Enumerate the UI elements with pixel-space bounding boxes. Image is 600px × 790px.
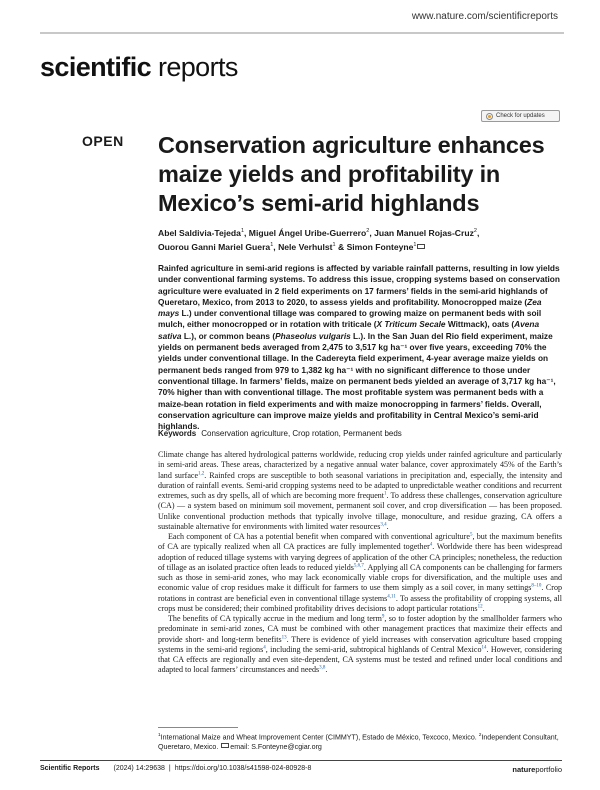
body-paragraph xyxy=(158,450,562,532)
species-name: Zea mays xyxy=(158,296,542,319)
author-name[interactable]: Miguel Ángel Uribe-Guerrero xyxy=(248,227,367,238)
body-text: . xyxy=(482,603,485,613)
journal-url[interactable]: www.nature.com/scientificreports xyxy=(411,11,558,22)
footer-doi-link[interactable]: https://doi.org/10.1038/s41598-024-80928-8 xyxy=(174,765,312,772)
author-separator: , xyxy=(369,227,375,238)
citation-link[interactable]: 4 xyxy=(263,645,266,651)
journal-logo[interactable] xyxy=(40,52,238,83)
article-body xyxy=(158,450,562,676)
author-separator: , xyxy=(476,227,480,238)
abstract xyxy=(158,263,560,432)
author-affiliation: 1 xyxy=(413,242,417,249)
author-affiliation: 1 xyxy=(270,242,274,249)
keywords-label: Keywords xyxy=(158,429,197,438)
affiliation-number: 1 xyxy=(158,733,161,738)
body-paragraph xyxy=(158,532,562,614)
publisher-light: portfolio xyxy=(535,765,562,774)
affiliation-text: Independent Consultant, Queretaro, Mexico. xyxy=(158,733,559,751)
body-text: , including the semi-arid, subtropical highlands of Central Mexico xyxy=(265,644,482,654)
author-name[interactable]: Nele Verhulst xyxy=(278,241,333,252)
author-affiliation: 2 xyxy=(366,228,370,234)
author-name[interactable]: Simon Fonteyne xyxy=(346,241,414,252)
body-text: . There is evidence of yield increases with conservation agriculture based cropping systems in the semi-arid regions xyxy=(158,634,562,654)
corresponding-email[interactable]: email: S.Fonteyne@cgiar.org xyxy=(230,742,322,751)
body-text: . xyxy=(386,521,389,531)
keywords xyxy=(158,429,560,438)
body-text: . xyxy=(325,665,328,675)
author-separator: , xyxy=(273,241,279,252)
abstract-text: L.). In the San Juan del Rio field experiment, maize yields on permanent beds averaged from 2,475 to 3,517 kg ha⁻¹ over five years, exceeding 70% the yields under conventional tillage. In the Cadereyta field experiment, 4-year average maize yields on permanent beds ranged from 979 to 1,382 kg ha⁻¹ with no significant difference to those under conventional tillage. In farmers’ fields, maize on permanent beds yielded an average of 3,717 kg ha⁻¹, 70% higher than with conventional tillage. The most profitable system was permanent beds with a maize-bean rotation in field experiments and with maize monocropping in farmers’ fields. Overall, conservation agriculture can improve maize yields and profitability in Central Mexico’s semi-arid highlands. xyxy=(158,330,556,432)
body-text: Climate change has altered hydrological patterns worldwide, reducing crop yields under rainfed agriculture and particularly in semi-arid areas. These areas, characterized by a negative annual water balance, cover approximately 45% of the Earth’s land surface xyxy=(158,450,562,480)
keywords-text: Conservation agriculture, Crop rotation, Permanent beds xyxy=(201,429,402,438)
logo-bold: scientific xyxy=(40,52,152,82)
check-for-updates-label: Check for updates xyxy=(496,113,545,119)
publisher-logo xyxy=(512,765,562,774)
affiliations-footnote xyxy=(158,731,562,752)
body-text: The benefits of CA typically accrue in the medium and long term xyxy=(168,614,382,623)
citation-link[interactable]: 1 xyxy=(384,491,387,497)
citation-link[interactable]: 4,11 xyxy=(387,593,396,599)
abstract-text: Wittmack), oats ( xyxy=(445,319,515,330)
citation-link[interactable]: 9 xyxy=(381,614,385,620)
citation-link[interactable]: 1,2 xyxy=(198,470,205,476)
author-name[interactable]: Juan Manuel Rojas-Cruz xyxy=(374,227,474,238)
body-text: . Rainfed crops are susceptible to both seasonal variations in precipitation and, especially, the intensity and duration of rainfall events. Semi-arid cropping systems need to be adapted to unpredictable weather conditions and recurrent extremes, such as dry spells, all of which are becoming more frequent xyxy=(158,470,562,500)
update-badge-icon xyxy=(486,113,493,120)
author-list xyxy=(158,225,558,253)
affiliation-number: 2 xyxy=(478,733,482,738)
footer-citation: (2024) 14:29638 xyxy=(113,765,165,772)
footer-separator: | xyxy=(168,765,171,772)
affiliation-text: International Maize and Wheat Improvement Center (CIMMYT), Estado de México, Texcoco, Mexico. xyxy=(160,733,479,742)
author-affiliation: 1 xyxy=(332,242,336,249)
abstract-text: L.) under conventional tillage was compared to growing maize on permanent beds with soil mulch, either monocropped or in rotation with triticale ( xyxy=(158,308,542,330)
citation-link[interactable]: 14 xyxy=(481,645,487,651)
body-text: . Worldwide there has been widespread adoption of reduced tillage systems with varying degrees of application of the other CA principles; nonetheless, the reduction of tillage as an isolated practice often leads to reduced yields xyxy=(158,542,562,572)
citation-link[interactable]: 5,6,7 xyxy=(353,563,364,569)
species-name: Phaseolus vulgaris xyxy=(275,330,351,341)
species-name: Avena sativa xyxy=(158,319,540,341)
author-affiliation: 1 xyxy=(240,228,245,234)
author-separator: , xyxy=(244,227,249,238)
abstract-text: Rainfed agriculture in semi-arid regions is affected by variable rainfall patterns, resulting in low yields under conventional farming systems. To address this issue, cropping systems based on conservation agriculture were evaluated in 2 field experiments on 17 farmers’ fields in the semi-arid highlands of Queretaro, Mexico, from 2013 to 2020, to assess yields and profitability. Monocropped maize ( xyxy=(158,263,560,307)
citation-link[interactable]: 12 xyxy=(477,604,483,610)
body-text: , but the maximum benefits of CA are typically realized when all CA practices are fully implemented together xyxy=(158,532,562,552)
abstract-text: L.), or common beans ( xyxy=(181,330,276,341)
page-footer xyxy=(40,765,562,774)
logo-light: reports xyxy=(151,52,238,82)
citation-link[interactable]: 8–10 xyxy=(531,583,542,589)
author-name[interactable]: Ouorou Ganni Mariel Guera xyxy=(158,241,271,252)
body-text: . To assess the profitability of cropping systems, all crops must be considered; their combined profitability drives decisions to adopt particular rotations xyxy=(158,593,562,613)
body-text: , so to foster adoption by the smallholder farmers who predominate in semi-arid zones, CA must be combined with other management practices that maximize their effects and provide short- and long-term benefits xyxy=(158,614,563,644)
citation-link[interactable]: 3,8 xyxy=(319,665,326,671)
author-separator: & xyxy=(335,241,347,252)
email-icon[interactable] xyxy=(417,244,425,249)
citation-link[interactable]: 4 xyxy=(429,542,433,548)
footnote-rule xyxy=(158,727,238,728)
article-title: Conservation agriculture enhances maize yields and profitability in Mexico’s semi-arid highlands xyxy=(158,132,545,216)
citation-link[interactable]: 3,4 xyxy=(380,522,387,528)
body-text: . Crop rotations in contrast are beneficial even in conventional tillage systems xyxy=(158,583,563,603)
footer-rule xyxy=(40,760,562,761)
body-text: . However, considering that CA effects are regionally and even site-dependent, CA systems must be tested and refined under local conditions and adapted to local farmers’ circumstances and needs xyxy=(158,644,562,675)
header-rule xyxy=(40,32,564,34)
body-text: Each component of CA has a potential benefit when compared with conventional agriculture xyxy=(168,532,470,541)
footer-journal: Scientific Reports xyxy=(40,765,100,772)
author-name[interactable]: Abel Saldivia-Tejeda xyxy=(158,227,241,238)
open-access-label: OPEN xyxy=(82,133,124,149)
author-affiliation: 2 xyxy=(473,228,477,234)
body-text: . Applying all CA components can be challenging for farmers such as those in semi-arid zones, who may lack economically viable crops for diversification, and the multiple uses and economic value of crop residues make it difficult for farmers to use them simply as a soil cover, in many settings xyxy=(158,562,562,593)
citation-link[interactable]: 13 xyxy=(281,634,287,640)
body-paragraph xyxy=(158,614,562,676)
check-for-updates-button[interactable] xyxy=(481,110,560,122)
citation-link[interactable]: 5 xyxy=(469,532,473,538)
publisher-bold: nature xyxy=(512,765,536,774)
species-name: X Triticum Secale xyxy=(376,319,446,330)
email-icon xyxy=(221,743,229,748)
body-text: . To address these challenges, conservation agriculture (CA) — a system based on minimum soil movement, permanent soil cover, and crop diversification — has been proposed. Unlike conventional production methods that typically involve tillage, monoculture, and residue grazing, CA offers a sustainable alternative for environments with limited water resources xyxy=(158,491,563,531)
